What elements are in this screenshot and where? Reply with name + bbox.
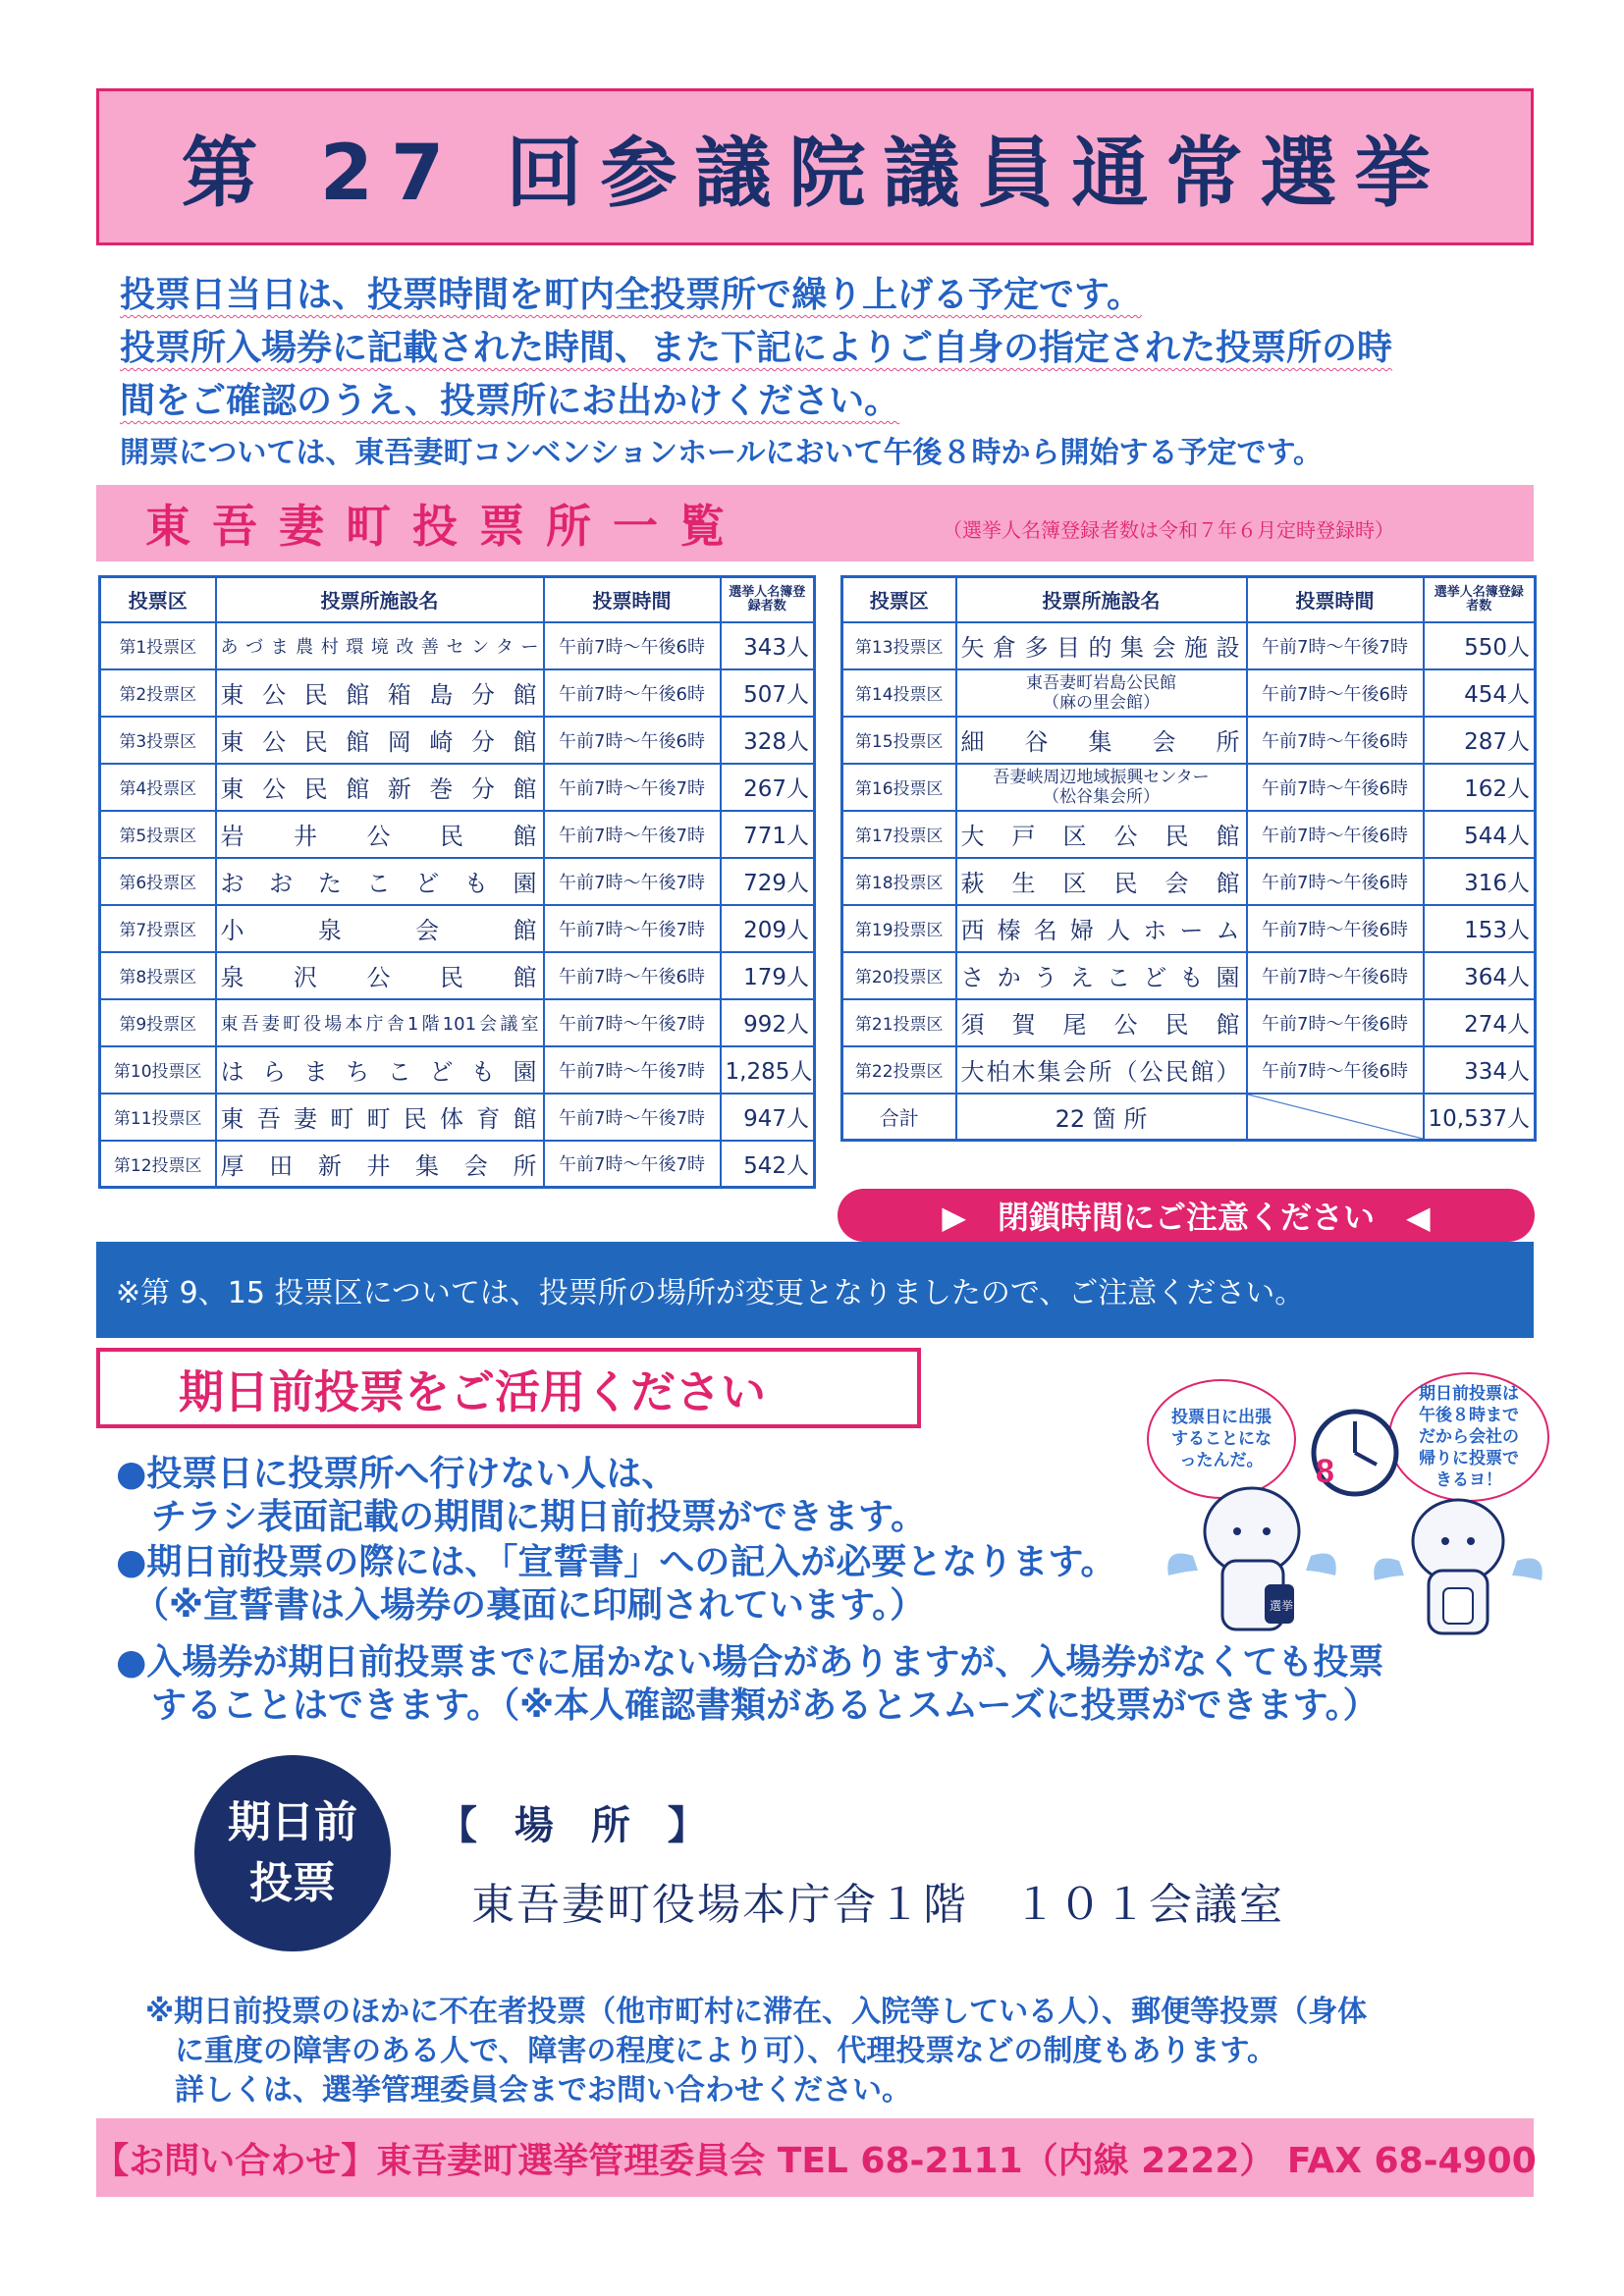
district-cell: 第3投票区	[100, 717, 216, 764]
district-cell: 第14投票区	[842, 669, 956, 717]
time-cell: 午前7時～午後7時	[544, 1094, 721, 1141]
header-voters: 選挙人名簿登録者数	[1424, 577, 1536, 622]
clock-digit: 8	[1316, 1453, 1334, 1490]
time-cell: 午前7時～午後7時	[1247, 622, 1424, 669]
header-district: 投票区	[100, 577, 216, 622]
voters-cell: 364人	[1424, 952, 1536, 999]
time-cell: 午前7時～午後7時	[544, 1046, 721, 1094]
voters-cell: 1,285人	[721, 1046, 815, 1094]
district-cell: 第22投票区	[842, 1046, 956, 1094]
early-voting-title: 期日前投票をご活用ください	[179, 1365, 766, 1418]
voters-cell: 287人	[1424, 717, 1536, 764]
title-banner	[96, 88, 1534, 245]
facility-cell	[956, 764, 1247, 811]
time-cell: 午前7時～午後6時	[1247, 1046, 1424, 1094]
table-row	[100, 999, 815, 1046]
voters-cell: 274人	[1424, 999, 1536, 1046]
circle-line-2: 投票	[249, 1858, 336, 1908]
voters-cell: 343人	[721, 622, 815, 669]
table-row	[842, 1046, 1536, 1094]
time-cell: 午前7時～午後6時	[544, 622, 721, 669]
total-places: 22 箇 所	[956, 1094, 1247, 1141]
voters-cell: 454人	[1424, 669, 1536, 717]
table-row	[842, 717, 1536, 764]
time-cell: 午前7時～午後6時	[1247, 999, 1424, 1046]
clock-icon	[1314, 1412, 1396, 1494]
district-cell: 第8投票区	[100, 952, 216, 999]
district-cell: 第11投票区	[100, 1094, 216, 1141]
table-row	[842, 764, 1536, 811]
voters-cell: 992人	[721, 999, 815, 1046]
facility-cell: 泉沢公民館	[216, 952, 544, 999]
intro-line-3: 間をご確認のうえ、投票所にお出かけください。	[120, 381, 900, 421]
time-cell: 午前7時～午後6時	[1247, 858, 1424, 905]
district-cell: 第16投票区	[842, 764, 956, 811]
bullet-1-line-2: チラシ表面記載の期間に期日前投票ができます。	[116, 1497, 927, 1537]
footnote-line-2: に重度の障害のある人で、障害の程度により可）、代理投票などの制度もあります。	[145, 2034, 1276, 2068]
mascot-illustration	[1159, 1384, 1551, 1639]
district-cell: 第20投票区	[842, 952, 956, 999]
facility-line-2: （麻の里会館）	[1043, 692, 1160, 713]
district-cell: 第2投票区	[100, 669, 216, 717]
facility-cell: 東公民館箱島分館	[216, 669, 544, 717]
facility-cell	[956, 669, 1247, 717]
mascot-left-icon	[1167, 1488, 1335, 1629]
table-row	[100, 1094, 815, 1141]
circle-line-1: 期日前	[228, 1797, 357, 1847]
district-cell: 第10投票区	[100, 1046, 216, 1094]
time-cell: 午前7時～午後6時	[1247, 669, 1424, 717]
bullet-2-line-2: （※宣誓書は入場券の裏面に印刷されています。）	[116, 1585, 926, 1626]
district-cell: 第19投票区	[842, 905, 956, 952]
district-cell: 第1投票区	[100, 622, 216, 669]
header-time: 投票時間	[544, 577, 721, 622]
district-cell: 第12投票区	[100, 1141, 216, 1188]
time-cell: 午前7時～午後6時	[1247, 811, 1424, 858]
facility-cell: 東公民館岡崎分館	[216, 717, 544, 764]
time-cell: 午前7時～午後6時	[544, 952, 721, 999]
voters-cell: 947人	[721, 1094, 815, 1141]
facility-cell: 矢倉多目的集会施設	[956, 622, 1247, 669]
table-row	[842, 905, 1536, 952]
time-cell: 午前7時～午後6時	[1247, 717, 1424, 764]
facility-cell: 大戸区公民館	[956, 811, 1247, 858]
facility-cell: 須賀尾公民館	[956, 999, 1247, 1046]
facility-cell: 東吾妻町役場本庁舎1階101会議室	[216, 999, 544, 1046]
table-row	[100, 1141, 815, 1188]
total-blank-cell	[1247, 1094, 1424, 1141]
table-row	[100, 1046, 815, 1094]
table-row	[100, 811, 815, 858]
facility-line-1: 吾妻峡周辺地域振興センター	[993, 767, 1210, 787]
table-row	[100, 952, 815, 999]
facility-cell: さかうえこども園	[956, 952, 1247, 999]
voters-cell: 729人	[721, 858, 815, 905]
table-header-row	[100, 577, 815, 622]
table-row	[842, 952, 1536, 999]
list-note: （選挙人名簿登録者数は令和７年６月定時登録時）	[943, 518, 1394, 542]
facility-cell: 小泉会館	[216, 905, 544, 952]
mascot-speech-bubble-left: 投票日に出張することになったんだ。	[1147, 1379, 1296, 1499]
voters-cell: 550人	[1424, 622, 1536, 669]
header-facility: 投票所施設名	[216, 577, 544, 622]
district-cell: 第4投票区	[100, 764, 216, 811]
facility-cell: おおたこども園	[216, 858, 544, 905]
bullet-3-line-1: ●入場券が期日前投票までに届かない場合がありますが、入場券がなくても投票	[116, 1642, 1384, 1682]
left-polling-table	[98, 575, 816, 1189]
voters-cell: 316人	[1424, 858, 1536, 905]
district-cell: 第6投票区	[100, 858, 216, 905]
contact-bar: 【お問い合わせ】東吾妻町選挙管理委員会 TEL 68-2111（内線 2222） FAX 68-4900	[96, 2118, 1534, 2197]
header-facility: 投票所施設名	[956, 577, 1247, 622]
district-cell: 第17投票区	[842, 811, 956, 858]
time-cell: 午前7時～午後7時	[544, 764, 721, 811]
time-cell: 午前7時～午後6時	[1247, 764, 1424, 811]
bullet-3-line-2: することはできます。（※本人確認書類があるとスムーズに投票ができます。）	[116, 1685, 1379, 1726]
facility-cell: 細谷集会所	[956, 717, 1247, 764]
early-voting-circle	[194, 1755, 391, 1951]
facility-cell: あづま農村環境改善センター	[216, 622, 544, 669]
page-title: 第 27 回参議院議員通常選挙	[181, 130, 1449, 218]
table-row	[100, 669, 815, 717]
facility-cell: はらまちこども園	[216, 1046, 544, 1094]
bullet-1-line-1: ●投票日に投票所へ行けない人は、	[116, 1454, 677, 1494]
intro-line-1: 投票日当日は、投票時間を町内全投票所で繰り上げる予定です。	[120, 275, 1143, 315]
list-title: 東吾妻町投票所一覧	[145, 500, 746, 553]
place-value: 東吾妻町役場本庁舎１階 １０１会議室	[471, 1880, 1284, 1930]
voters-cell: 179人	[721, 952, 815, 999]
footnote-line-3: 詳しくは、選挙管理委員会までお問い合わせください。	[145, 2073, 911, 2108]
table-row	[842, 669, 1536, 717]
table-row	[100, 764, 815, 811]
table-row	[100, 858, 815, 905]
total-row	[842, 1094, 1536, 1141]
time-cell: 午前7時～午後6時	[544, 717, 721, 764]
table-row	[100, 717, 815, 764]
district-cell: 第15投票区	[842, 717, 956, 764]
table-row	[842, 999, 1536, 1046]
time-cell: 午前7時～午後6時	[1247, 905, 1424, 952]
time-cell: 午前7時～午後7時	[544, 905, 721, 952]
bullet-2-line-1: ●期日前投票の際には、「宣誓書」への記入が必要となります。	[116, 1542, 1116, 1582]
facility-cell: 厚田新井集会所	[216, 1141, 544, 1188]
total-label: 合計	[842, 1094, 956, 1141]
mascot-speech-bubble-right: 期日前投票は午後８時までだから会社の帰りに投票できるヨ！	[1388, 1372, 1549, 1502]
facility-cell: 西榛名婦人ホーム	[956, 905, 1247, 952]
time-cell: 午前7時～午後6時	[544, 669, 721, 717]
time-cell: 午前7時～午後6時	[1247, 952, 1424, 999]
facility-cell: 東公民館新巻分館	[216, 764, 544, 811]
mascot-badge-left: 選挙	[1270, 1599, 1294, 1613]
facility-cell: 萩生区民会館	[956, 858, 1247, 905]
facility-line-1: 東吾妻町岩島公民館	[1026, 672, 1176, 693]
time-cell: 午前7時～午後7時	[544, 1141, 721, 1188]
location-change-notice: ※第 9、15 投票区については、投票所の場所が変更となりましたので、ご注意ください。	[96, 1242, 1534, 1338]
time-cell: 午前7時～午後7時	[544, 811, 721, 858]
bullet-2	[116, 1541, 1116, 1628]
voters-cell: 544人	[1424, 811, 1536, 858]
facility-cell: 大柏木集会所（公民館）	[956, 1046, 1247, 1094]
facility-cell: 東吾妻町町民体育館	[216, 1094, 544, 1141]
voters-cell: 334人	[1424, 1046, 1536, 1094]
district-cell: 第9投票区	[100, 999, 216, 1046]
district-cell: 第7投票区	[100, 905, 216, 952]
closing-time-notice: ▶ 閉鎖時間にご注意ください ◀	[838, 1189, 1535, 1242]
voters-cell: 328人	[721, 717, 815, 764]
voters-cell: 542人	[721, 1141, 815, 1188]
header-district: 投票区	[842, 577, 956, 622]
bullet-1	[116, 1453, 926, 1539]
header-time: 投票時間	[1247, 577, 1424, 622]
voters-cell: 153人	[1424, 905, 1536, 952]
voters-cell: 771人	[721, 811, 815, 858]
district-cell: 第13投票区	[842, 622, 956, 669]
intro-line-2: 投票所入場券に記載された時間、また下記によりご自身の指定された投票所の時	[120, 328, 1393, 368]
bullet-3	[116, 1641, 1383, 1728]
district-cell: 第18投票区	[842, 858, 956, 905]
table-row	[842, 811, 1536, 858]
time-cell: 午前7時～午後7時	[544, 858, 721, 905]
table-header-row	[842, 577, 1536, 622]
facility-line-2: （松谷集会所）	[1043, 786, 1160, 807]
intro-line-4: 開票については、東吾妻町コンベンションホールにおいて午後８時から開始する予定です。	[120, 436, 1324, 470]
table-row	[100, 905, 815, 952]
facility-cell: 岩井公民館	[216, 811, 544, 858]
total-voters: 10,537人	[1424, 1094, 1536, 1141]
voters-cell: 162人	[1424, 764, 1536, 811]
district-cell: 第5投票区	[100, 811, 216, 858]
table-row	[842, 858, 1536, 905]
header-voters: 選挙人名簿登録者数	[721, 577, 815, 622]
mascot-right-icon	[1374, 1500, 1542, 1633]
time-cell: 午前7時～午後7時	[544, 999, 721, 1046]
right-polling-table	[840, 575, 1537, 1142]
footnote-line-1: ※期日前投票のほかに不在者投票（他市町村に滞在、入院等している人）、郵便等投票（身体	[145, 1995, 1368, 2029]
district-cell: 第21投票区	[842, 999, 956, 1046]
table-row	[100, 622, 815, 669]
table-row	[842, 622, 1536, 669]
voters-cell: 209人	[721, 905, 815, 952]
voters-cell: 507人	[721, 669, 815, 717]
voters-cell: 267人	[721, 764, 815, 811]
place-label: 【 場 所 】	[438, 1803, 719, 1848]
